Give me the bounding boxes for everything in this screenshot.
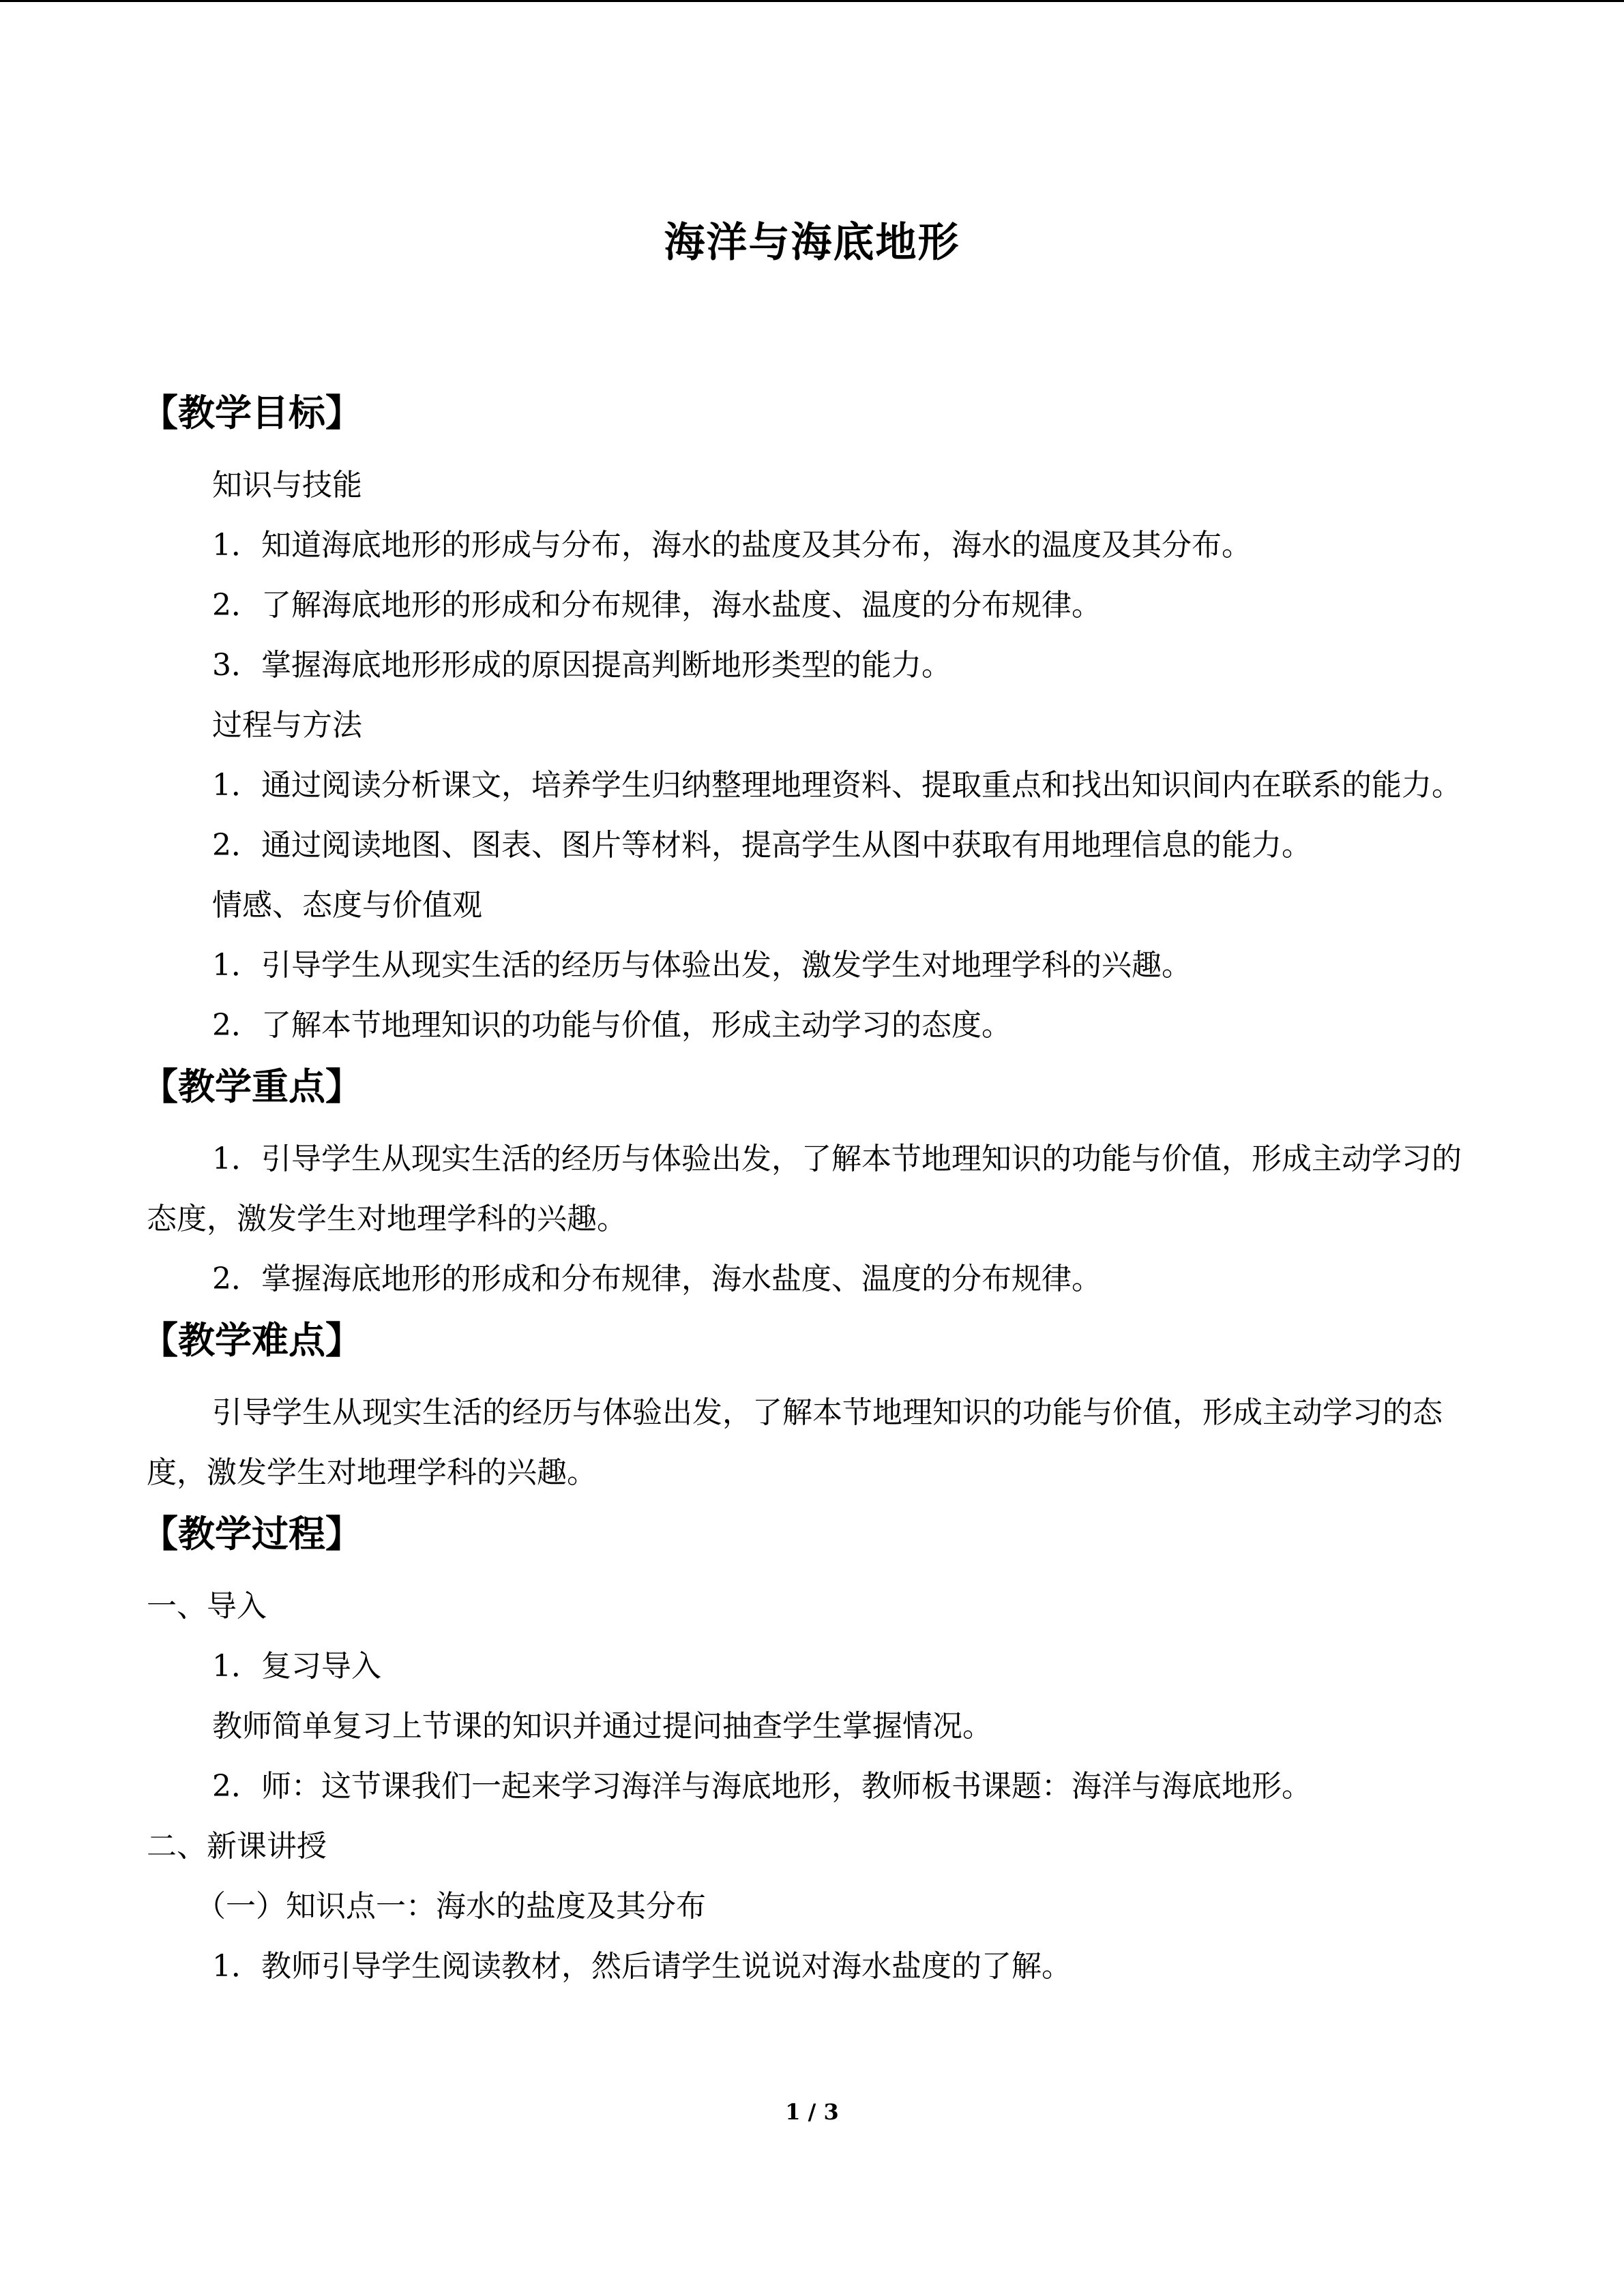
paragraph: 2．掌握海底地形的形成和分布规律，海水盐度、温度的分布规律。 [212,1262,1102,1296]
page-number: 1 / 3 [785,2099,839,2125]
paragraph: 1．知道海底地形的形成与分布，海水的盐度及其分布，海水的温度及其分布。 [212,528,1252,563]
document-body [141,382,1480,1997]
paragraph: 2．了解海底地形的形成和分布规律，海水盐度、温度的分布规律。 [212,588,1102,623]
paragraph: 2．了解本节地理知识的功能与价值，形成主动学习的态度。 [212,1008,1012,1043]
paragraph: 1．教师引导学生阅读教材，然后请学生说说对海水盐度的了解。 [212,1949,1072,1984]
paragraph: 1．引导学生从现实生活的经历与体验出发，了解本节地理知识的功能与价值，形成主动学习的态度，激发学生对地理学科的兴趣。 [147,1142,1462,1236]
subheading-new-lesson: 二、新课讲授 [147,1829,327,1864]
subheading-emotion-values: 情感、态度与价值观 [212,888,482,923]
paragraph: 2．师：这节课我们一起来学习海洋与海底地形，教师板书课题：海洋与海底地形。 [212,1769,1312,1804]
section-heading-key-points: 【教学重点】 [141,1064,362,1108]
paragraph: 1．通过阅读分析课文，培养学生归纳整理地理资料、提取重点和找出知识间内在联系的能力。 [212,768,1462,803]
section-heading-objectives: 【教学目标】 [141,391,362,434]
paragraph: 引导学生从现实生活的经历与体验出发，了解本节地理知识的功能与价值，形成主动学习的态度，激发学生对地理学科的兴趣。 [147,1395,1443,1490]
section-heading-difficulties: 【教学难点】 [141,1318,362,1362]
subheading-intro: 一、导入 [147,1589,267,1624]
paragraph: 教师简单复习上节课的知识并通过提问抽查学生掌握情况。 [212,1709,992,1744]
subheading-process-methods: 过程与方法 [212,708,362,743]
subheading-knowledge-point-one: （一）知识点一：海水的盐度及其分布 [196,1889,706,1924]
subheading-knowledge-skills: 知识与技能 [212,468,362,503]
paragraph: 3．掌握海底地形形成的原因提高判断地形类型的能力。 [212,648,951,683]
paragraph: 1．复习导入 [212,1649,381,1684]
document-title: 海洋与海底地形 [664,219,960,267]
page-top-border [0,0,1624,2]
paragraph: 2．通过阅读地图、图表、图片等材料，提高学生从图中获取有用地理信息的能力。 [212,828,1312,863]
paragraph: 1．引导学生从现实生活的经历与体验出发，激发学生对地理学科的兴趣。 [212,948,1192,983]
section-heading-process: 【教学过程】 [141,1512,362,1555]
